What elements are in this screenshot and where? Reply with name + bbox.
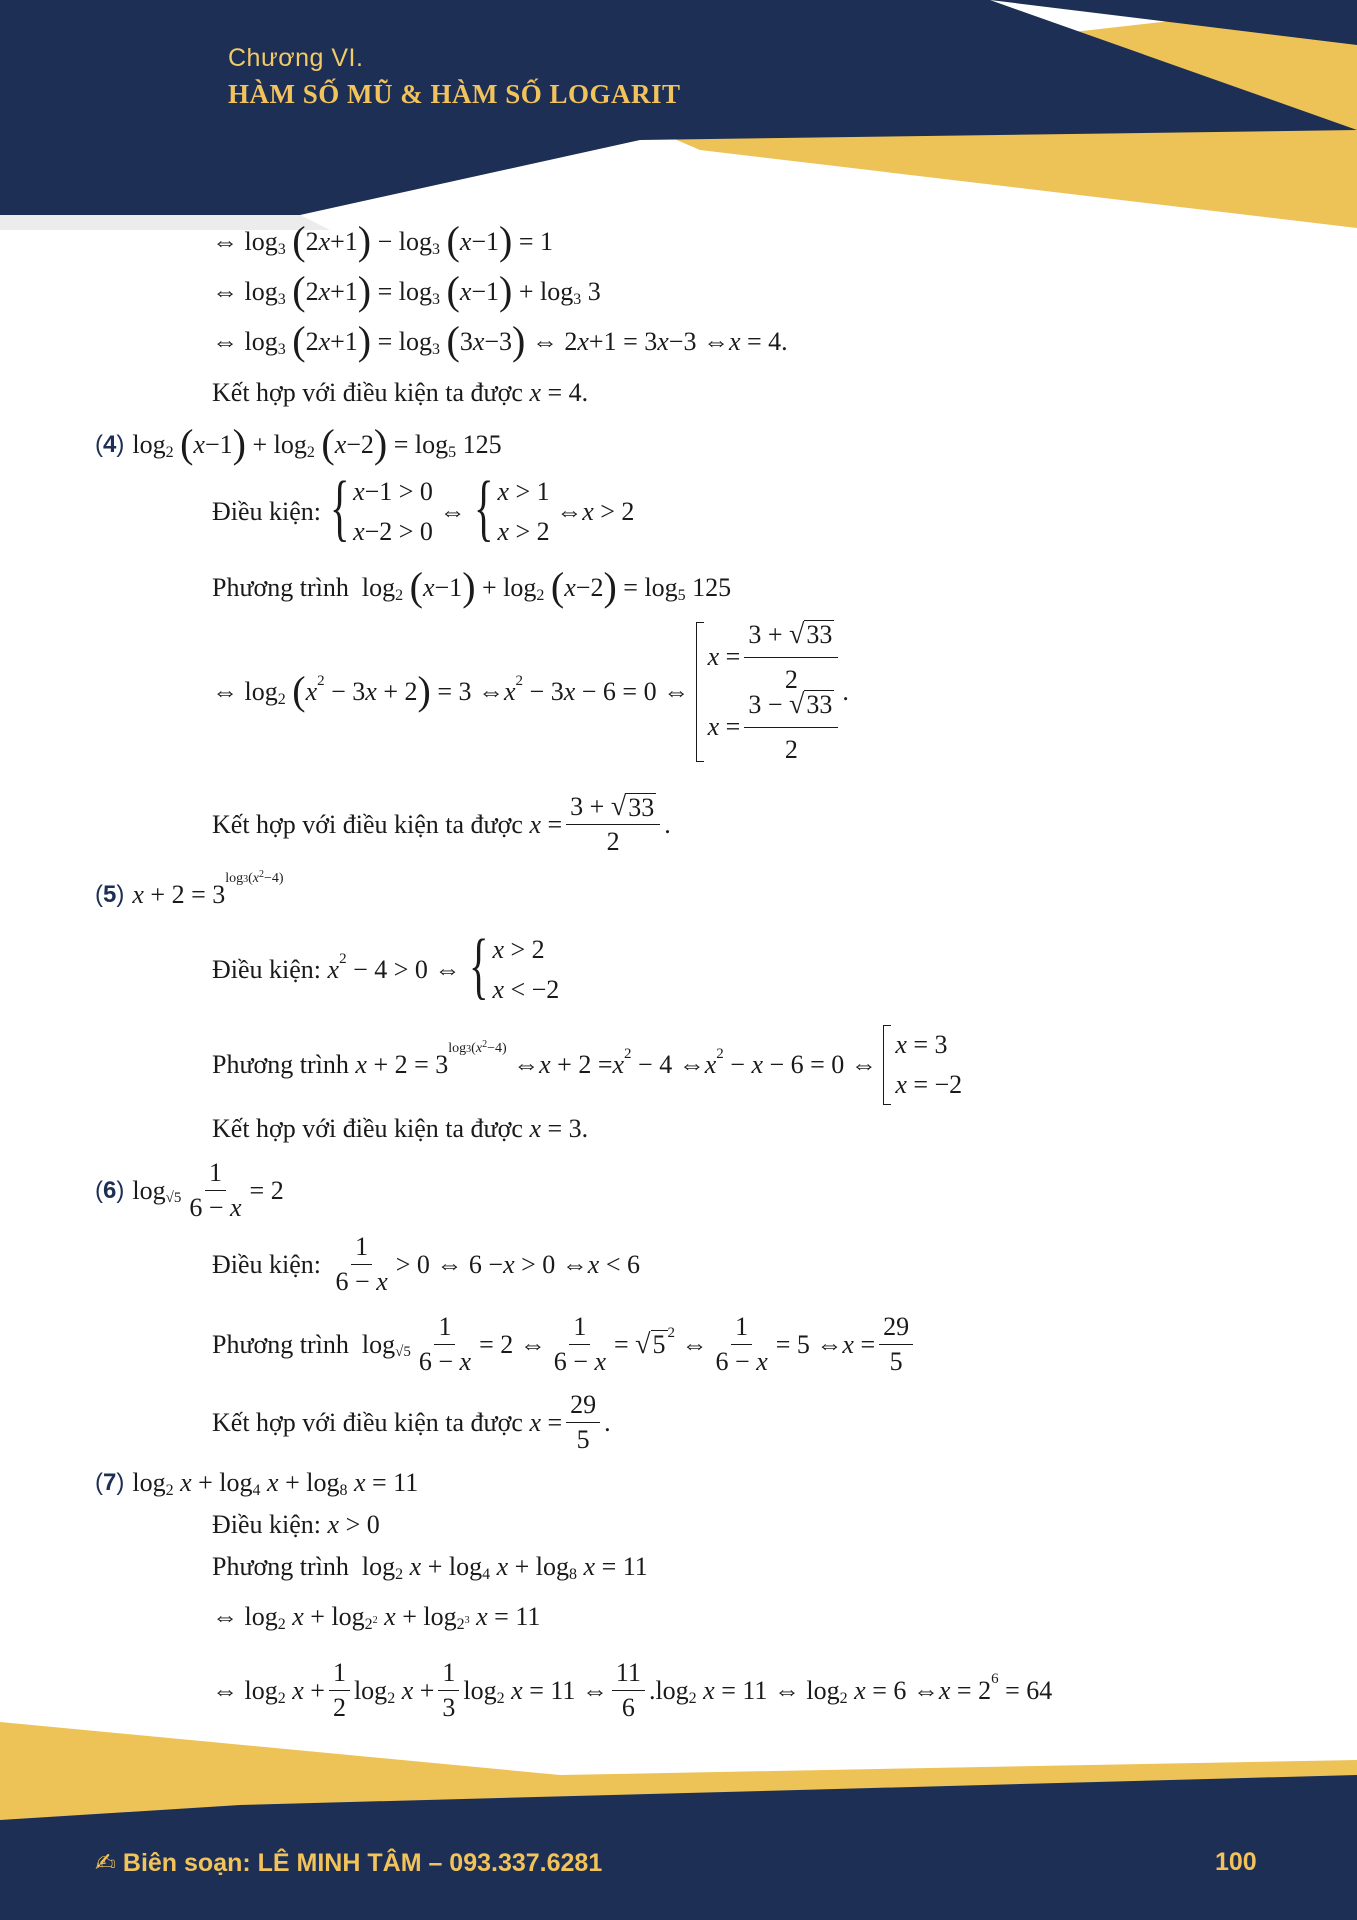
ket-hop-text: Kết hợp với điều kiện ta được	[212, 1407, 523, 1437]
problem-number: (6)	[95, 1176, 125, 1204]
equation-line: ⇔ log 3 ( 2 x +1 ) − log 3 ( x −1 ) = 1	[212, 218, 554, 263]
chapter-label: Chương VI.	[228, 44, 364, 72]
ket-hop-text: Kết hợp với điều kiện ta được	[212, 1114, 523, 1143]
equation-line: ⇔ log 2 x + log $2^2$ x + log $2^3$ x = 11	[212, 1602, 541, 1633]
dieu-kien-text: Điều kiện:	[212, 955, 322, 984]
conclusion-line: Kết hợp với điều kiện ta được x = 3.	[212, 1114, 589, 1143]
chapter-title: HÀM SỐ MŨ & HÀM SỐ LOGARIT	[228, 79, 681, 109]
problem-5-statement: (5) x + 2 = 3 $\log 3(x^2-4)$	[95, 869, 284, 909]
equation-line: Phương trình log 2 ( x −1 ) + log 2 ( x −2 ) = log 5 125	[212, 564, 732, 609]
dieu-kien-text: Điều kiện:	[212, 1510, 322, 1539]
condition-line: Điều kiện: x > 0	[212, 1510, 380, 1539]
problem-number: (4)	[95, 431, 125, 458]
pen-icon: ✍	[95, 1849, 116, 1877]
phuong-trinh-text: Phương trình	[212, 1329, 349, 1359]
footer-author-text: Biên soạn: LÊ MINH TÂM – 093.337.6281	[122, 1849, 603, 1877]
equation-line: Phương trình log √5 $\frac{1}{6 - x}$ = 2 ⇔ $\frac{1}{6 - x}$ = √ 5 2 ⇔ $\frac{1}{6 - x}$ = 5 ⇔ x = $\frac{29}{5}$	[212, 1312, 917, 1377]
equation-line: ⇔ log 3 ( 2 x +1 ) = log 3 ( x −1 ) + log 3 3	[212, 268, 601, 313]
condition-line: Điều kiện: { x−1 > 0 x−2 > 0 ⇔ { x > 1 x > 2 ⇔ x > 2	[212, 467, 635, 549]
phuong-trinh-text: Phương trình	[212, 573, 349, 602]
conclusion-line: Kết hợp với điều kiện ta được x = $\frac{29}{5}$ .	[212, 1390, 611, 1454]
equation-line: Phương trình x + 2 = 3 $\log 3(x^2-4)$ ⇔ x + 2 = x 2 − 4 ⇔ x 2 − x − 6 = 0 ⇔ x = 3 x = −2	[212, 1025, 962, 1105]
problem-number: (7)	[95, 1469, 125, 1496]
phuong-trinh-text: Phương trình	[212, 1552, 349, 1581]
dieu-kien-text: Điều kiện:	[212, 1249, 322, 1279]
phuong-trinh-text: Phương trình	[212, 1050, 349, 1079]
problem-6-statement: (6) log √5 $\frac{1}{6 - x}$ = 2	[95, 1158, 284, 1222]
dieu-kien-text: Điều kiện:	[212, 497, 322, 526]
ket-hop-text: Kết hợp với điều kiện ta được	[212, 378, 523, 407]
equation-line: ⇔ log 2 ( x 2 − 3 x + 2 ) = 3 ⇔ x 2 − 3 x − 6 = 0 ⇔ x = 3 + √ 33 2 x = 3 − √ 33 2 .	[212, 622, 849, 762]
footer-author	[95, 1848, 602, 1878]
page-number: 100	[1215, 1848, 1257, 1876]
problem-7-statement: (7) log 2 x + log 4 x + log 8 x = 11	[95, 1468, 419, 1499]
conclusion-line: Kết hợp với điều kiện ta được x = 4.	[212, 378, 589, 407]
ket-hop-text: Kết hợp với điều kiện ta được	[212, 809, 523, 839]
equation-line: ⇔ log 3 ( 2 x +1 ) = log 3 ( 3 x −3 ) ⇔ 2 x +1 = 3 x −3 ⇔ x = 4.	[212, 318, 788, 363]
problem-number: (5)	[95, 881, 125, 908]
problem-4-statement: (4) log 2 ( x −1 ) + log 2 ( x −2 ) = log 5 125	[95, 421, 502, 466]
equation-line: Phương trình log 2 x + log 4 x + log 8 x = 11	[212, 1552, 648, 1583]
condition-line: Điều kiện: $\frac{1}{6 - x}$ > 0 ⇔ 6 − x > 0 ⇔ x < 6	[212, 1232, 641, 1296]
equation-line: ⇔ log 2 x + $\frac{1}{2}$ log 2 x + $\frac{1}{3}$ log 2 x = 11 ⇔ $\frac{11}{6}$ .log 2 x = 11 ⇔ log 2 x = 6 ⇔ x = 2 6 = 64	[212, 1658, 1053, 1722]
conclusion-line: Kết hợp với điều kiện ta được x = 3 + √ 33 2 .	[212, 791, 671, 856]
condition-line: Điều kiện: x 2 − 4 > 0 ⇔ { x > 2 x < −2	[212, 925, 560, 1007]
